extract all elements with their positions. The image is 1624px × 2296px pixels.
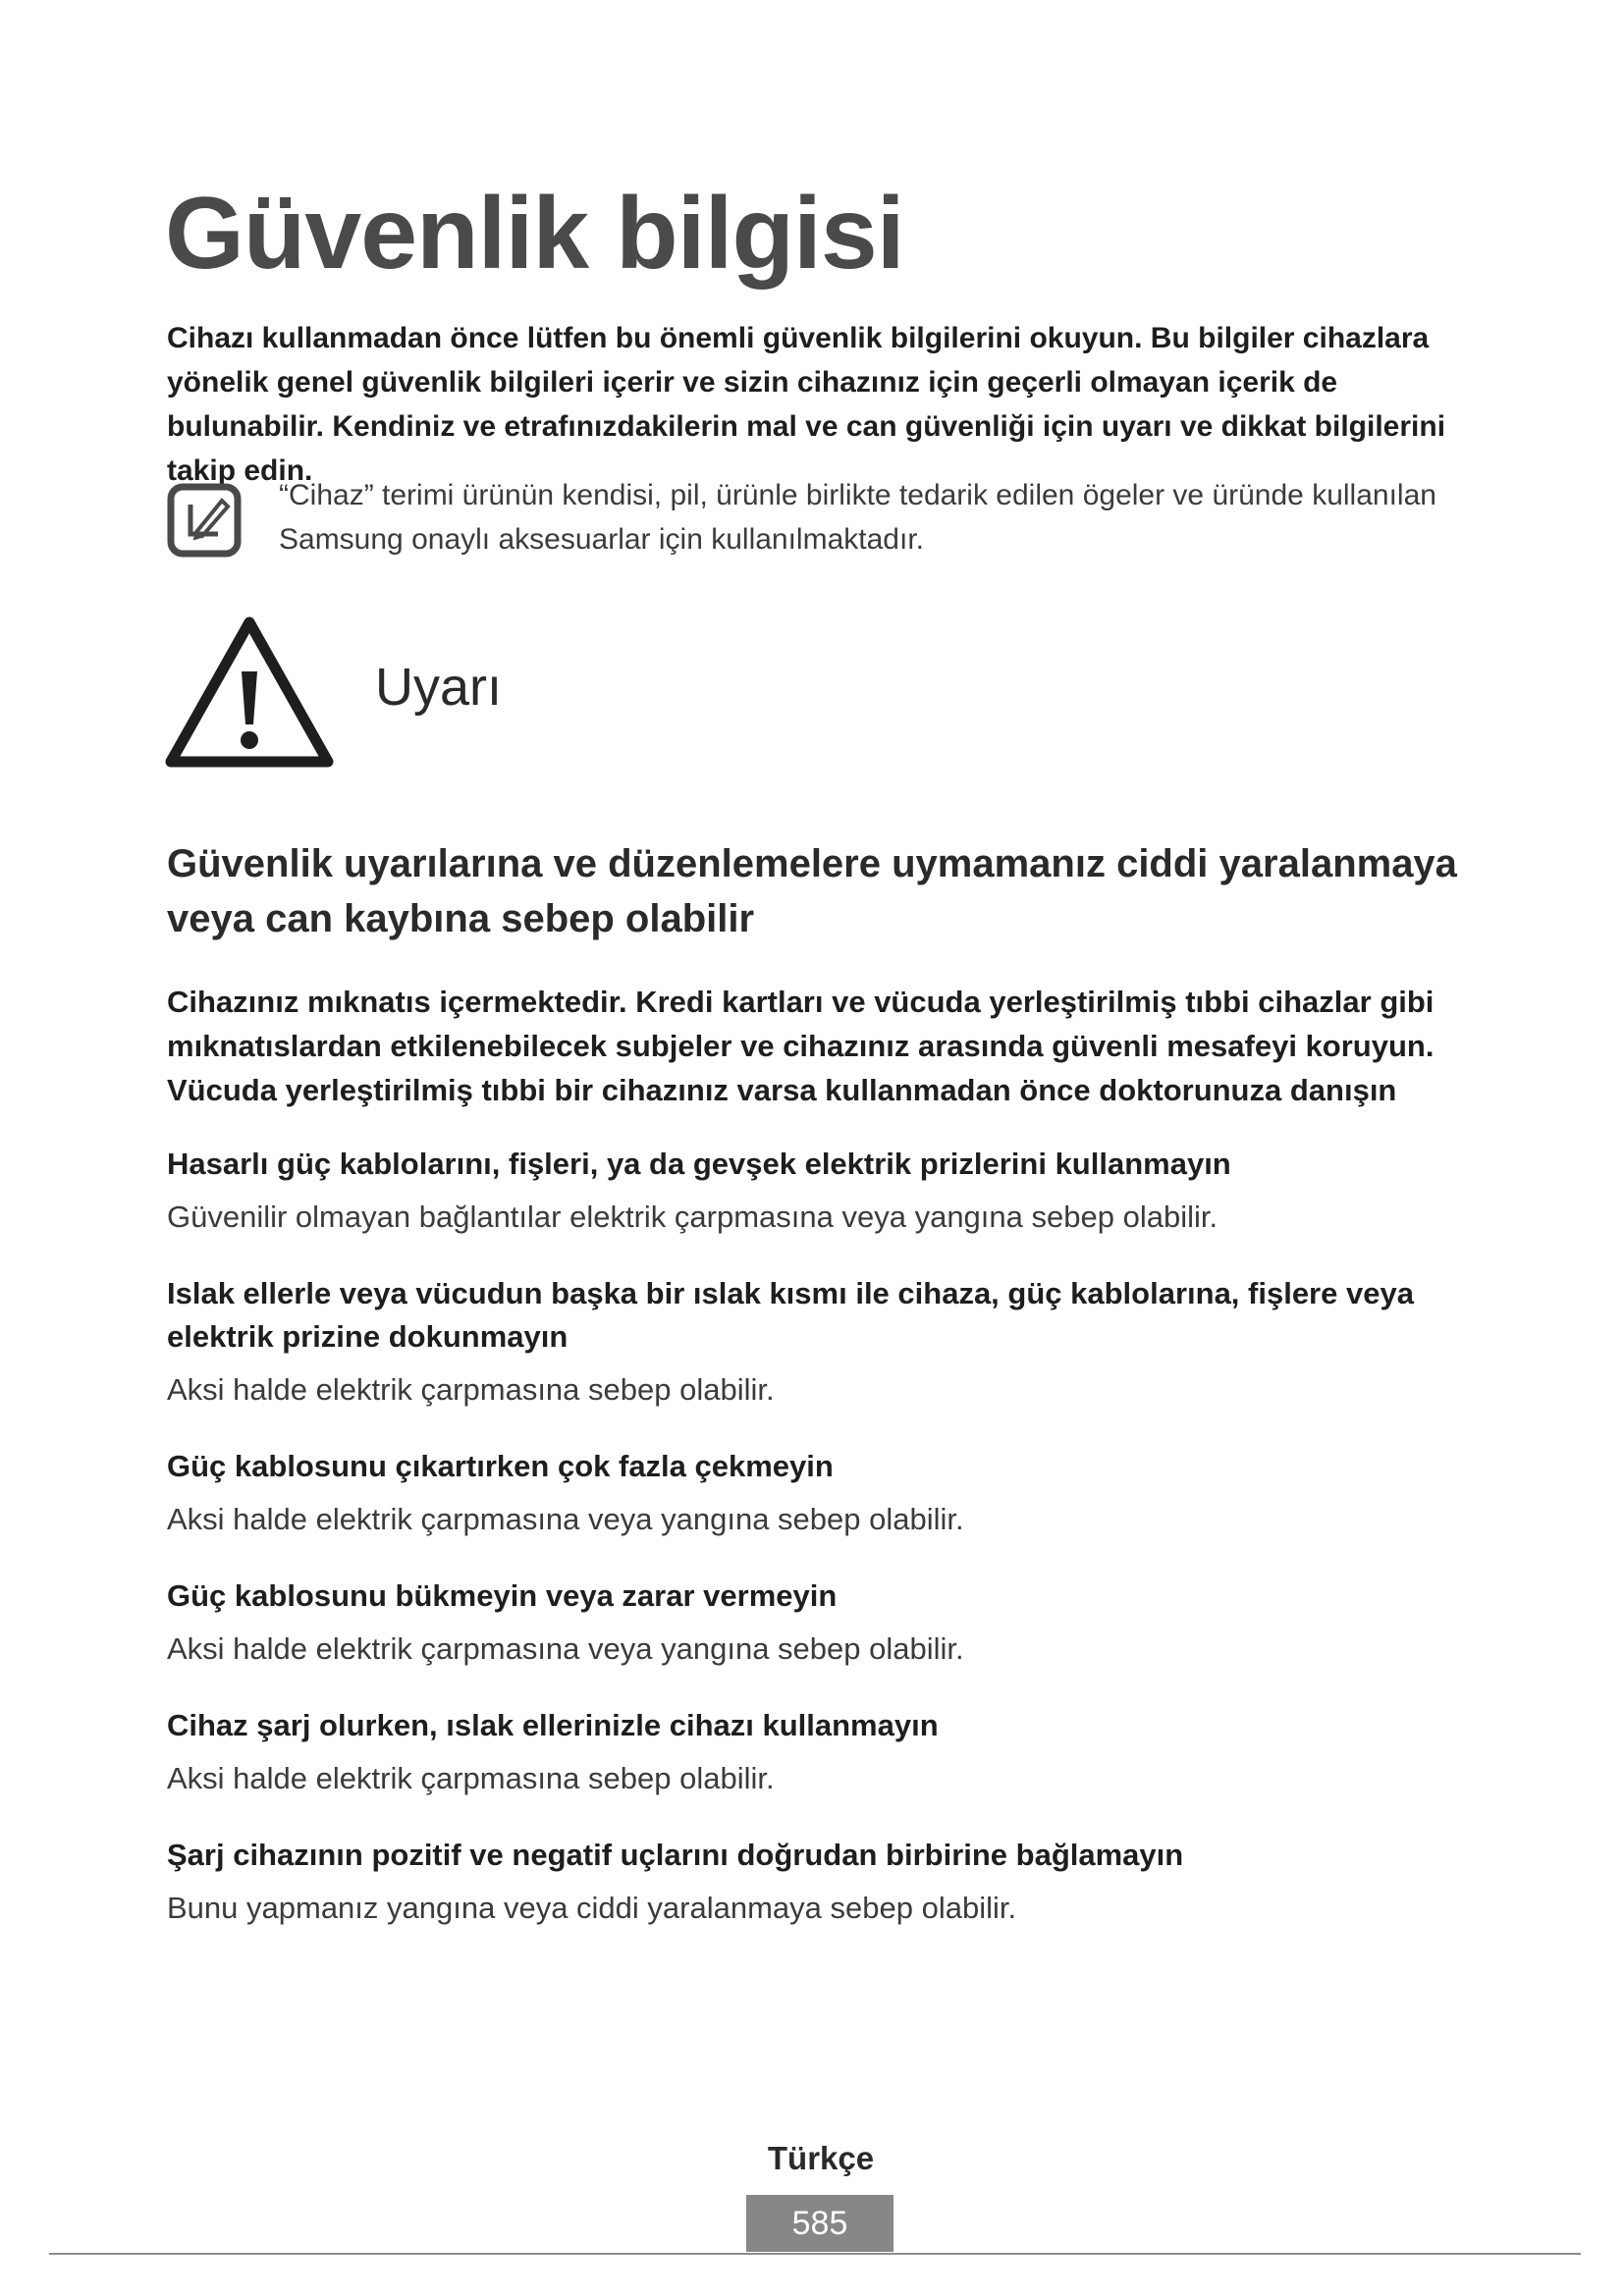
item-heading: Şarj cihazının pozitif ve negatif uçlarını doğrudan birbirine bağlamayın (167, 1838, 1184, 1872)
page-title: Güvenlik bilgisi (165, 177, 904, 291)
item-body: Bunu yapmanız yangına veya ciddi yaralanmaya sebep olabilir. (167, 1891, 1017, 1925)
note-icon (167, 483, 242, 558)
warning-triangle-icon (165, 614, 334, 768)
note-text: “Cihaz” terimi ürünün kendisi, pil, ürünle birlikte tedarik edilen ögeler ve üründe kullanılan Samsung onaylı aksesuarlar için kullanılmaktadır. (279, 479, 1436, 556)
item-body: Aksi halde elektrik çarpmasına sebep olabilir. (167, 1372, 775, 1407)
intro-paragraph: Cihazı kullanmadan önce lütfen bu önemli güvenlik bilgilerini okuyun. Bu bilgiler cihazlara yönelik genel güvenlik bilgileri içerir ve sizin cihazınız için geçerli olmayan içerik de bulunabilir. Kendiniz ve etrafınızdakilerin mal ve can güvenliği için uyarı ve dikkat bilgilerini takip edin. (167, 322, 1446, 487)
footer-divider (49, 2253, 1581, 2255)
warning-title: Uyarı (375, 658, 503, 717)
item-heading: Güç kablosunu bükmeyin veya zarar vermeyin (167, 1578, 838, 1613)
item-heading: Cihaz şarj olurken, ıslak ellerinizle cihazı kullanmayın (167, 1708, 939, 1742)
item-body: Aksi halde elektrik çarpmasına veya yangına sebep olabilir. (167, 1631, 964, 1666)
magnet-warning-text: Cihazınız mıknatıs içermektedir. Kredi kartları ve vücuda yerleştirilmiş tıbbi cihazlar gibi mıknatıslardan etkilenebilecek subjeler ve cihazınız arasında güvenli mesafeyi koruyun. Vücuda yerleştirilmiş tıbbi bir cihazınız varsa kullanmadan önce doktorunuza danışın (167, 985, 1435, 1107)
item-heading: Hasarlı güç kablolarını, fişleri, ya da gevşek elektrik prizlerini kullanmayın (167, 1147, 1231, 1181)
footer-language: Türkçe (767, 2140, 875, 2176)
item-body: Güvenilir olmayan bağlantılar elektrik çarpmasına veya yangına sebep olabilir. (167, 1200, 1218, 1234)
section-heading: Güvenlik uyarılarına ve düzenlemelere uymamanız ciddi yaralanmaya veya can kaybına sebep olabilir (167, 842, 1457, 940)
page-number: 585 (746, 2195, 893, 2252)
item-body: Aksi halde elektrik çarpmasına veya yangına sebep olabilir. (167, 1502, 964, 1536)
item-body: Aksi halde elektrik çarpmasına sebep olabilir. (167, 1761, 775, 1795)
item-heading: Islak ellerle veya vücudun başka bir ıslak kısmı ile cihaza, güç kablolarına, fişlere veya elektrik prizine dokunmayın (167, 1276, 1414, 1354)
item-heading: Güç kablosunu çıkartırken çok fazla çekmeyin (167, 1449, 834, 1483)
